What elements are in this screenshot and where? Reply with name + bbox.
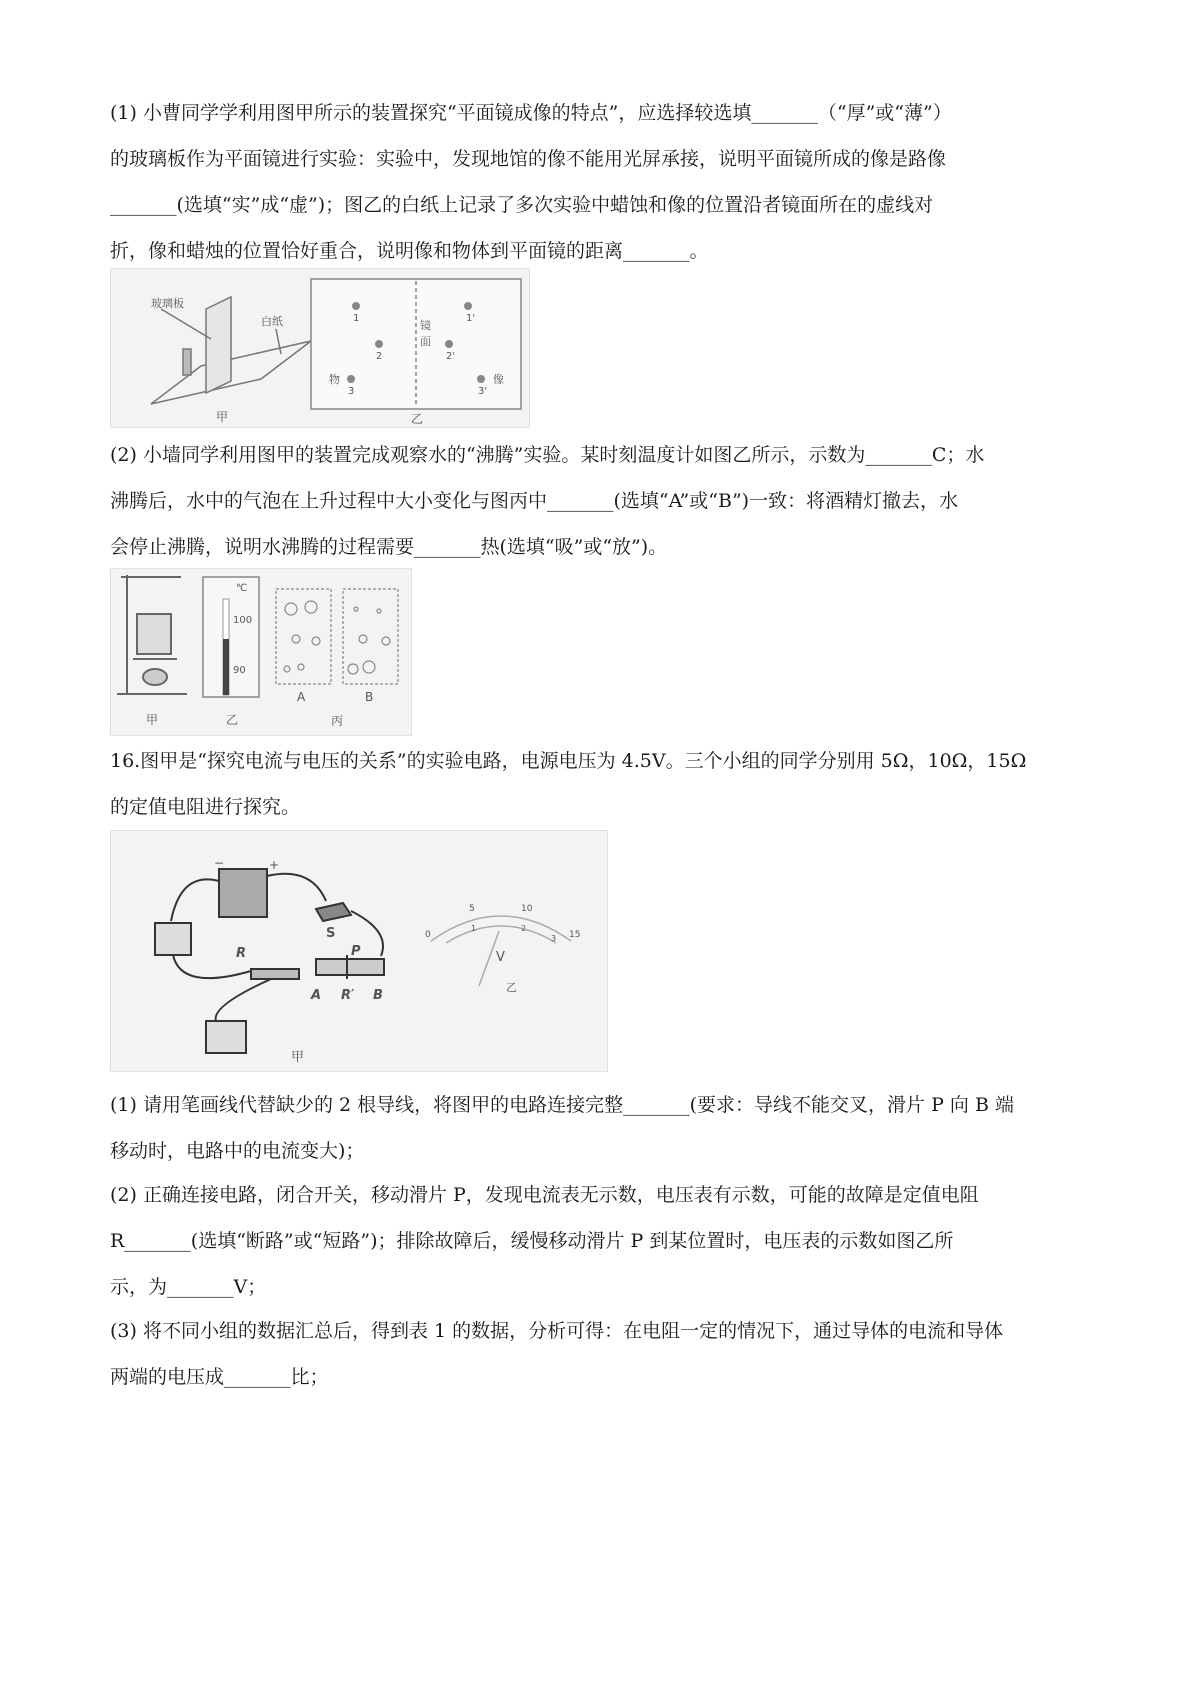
q16-intro-text (110, 738, 1095, 830)
point-label: 2' (446, 351, 456, 362)
text-line: 的定值电阻进行探究。 (110, 796, 301, 818)
point-label: 3' (478, 386, 488, 397)
q16-part2-text (110, 1172, 1095, 1310)
text-line: 16.图甲是“探究电流与电压的关系”的实验电路，电源电压为 4.5V。三个小组的同学分别用 5Ω，10Ω，15Ω (110, 750, 1027, 772)
circuit-jia (155, 869, 384, 1053)
label-b: B (365, 690, 374, 704)
text-line: (2) 小墙同学利用图甲的装置完成观察水的“沸腾”实验。某时刻温度计如图乙所示，示数为_______C；水 (110, 444, 985, 466)
yi-caption: 乙 (506, 981, 517, 994)
wire (216, 979, 271, 1021)
meter-tick: 0 (425, 930, 431, 940)
meter-tick: 2 (521, 924, 527, 933)
q15-part1-text (110, 90, 1095, 274)
paper-label: 白纸 (261, 315, 283, 328)
wire (171, 879, 219, 921)
meter-unit: V (496, 950, 505, 965)
resistor-shape (251, 969, 299, 979)
q16-part3-text (110, 1308, 1095, 1400)
end-a-label: A (311, 988, 322, 1003)
point-label: 3 (348, 386, 355, 397)
end-b-label: B (373, 988, 383, 1003)
figure-bing-bubbles (276, 589, 398, 684)
figure-jia-stand (117, 575, 187, 694)
text-line: 两端的电压成_______比； (110, 1366, 329, 1388)
object-label: 物 (329, 373, 340, 386)
text-line: (3) 将不同小组的数据汇总后，得到表 1 的数据，分析可得：在电阻一定的情况下，通过导体的电流和导体 (110, 1320, 1004, 1342)
point-label: 1' (466, 313, 476, 324)
wire (267, 874, 326, 901)
figure-yi-thermometer (203, 577, 259, 697)
figure-yi-paper (311, 279, 521, 409)
yi-caption: 乙 (226, 713, 239, 727)
text-line: (1) 请用笔画线代替缺少的 2 根导线，将图甲的电路连接完整_______(要求：导线不能交叉，滑片 P 向 B 端 (110, 1094, 1014, 1116)
plus-label: + (269, 858, 280, 872)
text-line: R_______(选填“断路”或“短路”)；排除故障后，缓慢移动滑片 P 到某位置时，电压表的示数如图乙所 (110, 1230, 954, 1252)
glass-plate-shape (206, 297, 231, 393)
candle-shape (183, 349, 191, 375)
point-2 (375, 340, 383, 348)
bing-caption: 丙 (331, 714, 344, 728)
tick-label: 100 (233, 615, 253, 626)
glass-label: 玻璃板 (151, 297, 184, 310)
pointer-line (161, 309, 211, 339)
rheostat-shape (316, 959, 384, 975)
point-label: 2 (376, 351, 383, 362)
meter-tick: 15 (569, 930, 581, 940)
point-1 (352, 302, 360, 310)
switch-label: S (326, 926, 336, 941)
jia-caption: 甲 (146, 713, 159, 727)
point-3-image (477, 375, 485, 383)
text-line: 移动时，电路中的电流变大)； (110, 1140, 365, 1162)
q16-part1-text (110, 1082, 1095, 1174)
plane-mirror-figure (110, 268, 530, 428)
ammeter-shape (155, 923, 191, 955)
pointer-line (276, 329, 281, 354)
text-line: _______(选填“实”成“虚”)；图乙的白纸上记录了多次实验中蜡蚀和像的位置沿者镜面所在的虚线对 (110, 194, 934, 216)
mercury-column (223, 639, 229, 695)
point-2-image (445, 340, 453, 348)
meter-tick: 10 (521, 904, 533, 914)
jia-caption: 甲 (291, 1050, 305, 1065)
image-label: 像 (493, 373, 504, 386)
rheostat-label: R′ (341, 988, 355, 1003)
text-line: 示，为_______V； (110, 1276, 267, 1298)
meter-tick: 5 (469, 904, 475, 914)
minus-label: − (214, 856, 225, 870)
jia-caption: 甲 (216, 410, 229, 424)
q15-part2-text (110, 432, 1095, 570)
voltmeter-shape (206, 1021, 246, 1053)
switch-shape (316, 903, 351, 921)
meter-tick: 3 (551, 934, 557, 943)
resistor-label: R (236, 946, 247, 961)
label-a: A (297, 690, 306, 704)
mirror-label: 镜 (420, 319, 431, 332)
point-3 (347, 375, 355, 383)
yi-caption: 乙 (411, 412, 424, 426)
meter-tick: 1 (471, 924, 477, 933)
text-line: (1) 小曹同学学利用图甲所示的装置探究“平面镜成像的特点”，应选择较选填_______（“厚”或“薄”） (110, 102, 952, 124)
circuit-figure (110, 830, 608, 1072)
mirror-label: 面 (420, 335, 431, 348)
text-line: 的玻璃板作为平面镜进行实验：实验中，发现地馆的像不能用光屏承接，说明平面镜所成的像是路像 (110, 148, 947, 170)
unit-label: ℃ (236, 583, 248, 594)
text-line: (2) 正确连接电路，闭合开关，移动滑片 P，发现电流表无示数，电压表有示数，可能的故障是定值电阻 (110, 1184, 979, 1206)
point-label: 1 (353, 313, 360, 324)
text-line: 会停止沸腾，说明水沸腾的过程需要_______热(选填“吸”或“放”)。 (110, 536, 668, 558)
text-line: 折，像和蜡烛的位置恰好重合，说明像和物体到平面镜的距离_______。 (110, 240, 709, 262)
point-1-image (464, 302, 472, 310)
slider-label: P (351, 944, 361, 959)
figure-jia-apparatus (151, 297, 311, 404)
battery-shape (219, 869, 267, 917)
tick-label: 90 (233, 665, 246, 676)
boiling-figure (110, 568, 412, 736)
text-line: 沸腾后，水中的气泡在上升过程中大小变化与图丙中_______(选填“A”或“B”)一致：将酒精灯撤去，水 (110, 490, 959, 512)
